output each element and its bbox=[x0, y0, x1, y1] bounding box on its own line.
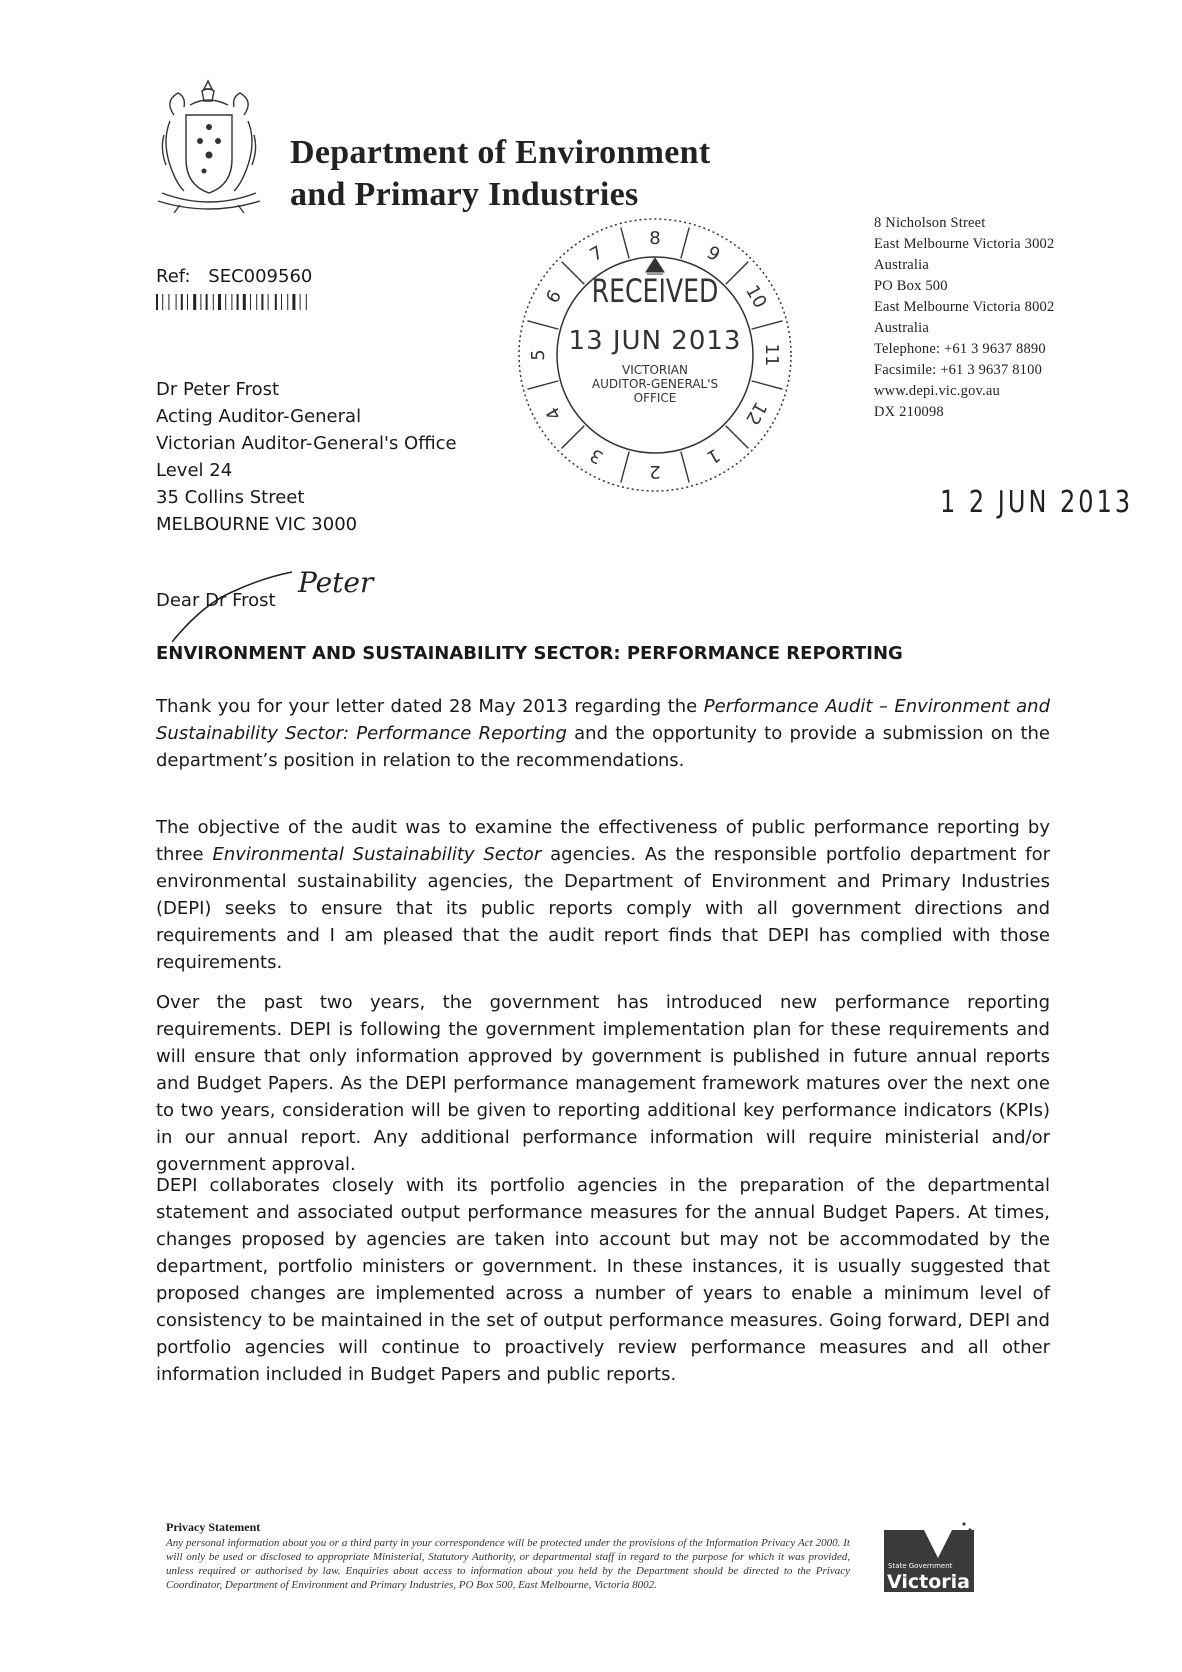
department-title-line1: Department of Environment bbox=[290, 134, 711, 171]
department-title-line2: and Primary Industries bbox=[290, 176, 639, 213]
coat-of-arms-icon bbox=[150, 75, 268, 215]
stamp-ring-number: 6 bbox=[542, 286, 567, 307]
stamp-ring-number: 3 bbox=[586, 443, 607, 468]
stamp-ring-number: 8 bbox=[649, 228, 661, 249]
audit-title: Performance Audit – Environment and Sustainability Sector: Performance Reporting bbox=[156, 696, 1051, 744]
stamp-tick bbox=[752, 381, 783, 389]
text-run: and the opportunity to provide a submission on the department’s position in relation to the recommendations. bbox=[156, 723, 1050, 771]
body-paragraph-3: Over the past two years, the government has introduced new performance reporting requirements. DEPI is following the government implementation plan for these requirements and will ensure that only information approved by government is published in future annual reports and Budget Papers. As the DEPI performance management framework matures over the next one to two years, consideration will be given to reporting additional key performance indicators (KPIs) in our annual report. Any additional performance information will require ministerial and/or government approval. bbox=[156, 992, 1050, 1175]
barcode-bar bbox=[187, 294, 188, 310]
stamp-ring-number: 9 bbox=[703, 242, 724, 267]
sector-name: Environmental Sustainability Sector bbox=[212, 844, 542, 865]
stamp-ring-number: 2 bbox=[649, 461, 661, 482]
barcode-bar bbox=[231, 294, 232, 310]
barcode-bar bbox=[287, 294, 288, 310]
reference bbox=[156, 266, 312, 287]
stamp-tick bbox=[527, 321, 558, 329]
barcode-bar bbox=[218, 294, 221, 310]
stamp-ring-number: 5 bbox=[528, 349, 549, 361]
recipient-line: Acting Auditor-General bbox=[156, 406, 362, 427]
stamp-tick bbox=[621, 452, 629, 483]
recipient-line: 35 Collins Street bbox=[156, 487, 305, 508]
address-line: Facsimile: +61 3 9637 8100 bbox=[874, 362, 1043, 378]
stamp-ring-number: 1 bbox=[703, 443, 724, 468]
recipient-line: MELBOURNE VIC 3000 bbox=[156, 514, 358, 535]
barcode-bar bbox=[200, 294, 201, 310]
privacy-title: Privacy Statement bbox=[166, 1520, 261, 1534]
stamp-org-line1: VICTORIAN bbox=[622, 363, 688, 377]
stamp-tick bbox=[621, 227, 629, 258]
text-run: Thank you for your letter dated 28 May 2013 regarding the bbox=[156, 696, 704, 717]
address-line: East Melbourne Victoria 8002 bbox=[874, 299, 1055, 315]
body-paragraph-1 bbox=[156, 693, 1050, 774]
barcode-bar bbox=[193, 294, 196, 310]
barcode-bar bbox=[261, 294, 263, 310]
barcode-icon bbox=[156, 294, 334, 310]
stamp-ring-number: 7 bbox=[586, 242, 607, 267]
stamp-tick bbox=[681, 452, 689, 483]
barcode-bar bbox=[168, 294, 169, 310]
privacy-text: Any personal information about you or a third party in your correspondence will be protected under the provisions of the Information Privacy Act 2000. It will only be used or disclosed to appropriate Ministerial, Statutory Authority, or departmental staff in regard to the purpose for which it was provided, unless required or authorised by law. Enquiries about access to information about you held by the Department should be directed to the Privacy Coordinator, Department of Environment and Primary Industries, PO Box 500, East Melbourne, Victoria 8002. bbox=[166, 1537, 850, 1591]
logo-name: Victoria bbox=[887, 1571, 970, 1593]
victoria-logo-icon bbox=[878, 1518, 982, 1596]
barcode-bar bbox=[243, 294, 246, 310]
address-line: East Melbourne Victoria 3002 bbox=[874, 236, 1055, 252]
stamp-heading: RECEIVED bbox=[591, 273, 719, 311]
address-line: Telephone: +61 3 9637 8890 bbox=[874, 341, 1046, 357]
address-line: 8 Nicholson Street bbox=[874, 215, 986, 231]
address-line: Australia bbox=[874, 257, 929, 273]
recipient-line: Dr Peter Frost bbox=[156, 379, 280, 400]
reference-label: Ref: bbox=[156, 266, 191, 287]
barcode-bar bbox=[292, 294, 295, 310]
barcode-bar bbox=[306, 294, 307, 310]
stamp-ring-number: 11 bbox=[761, 343, 782, 367]
stamp-tick bbox=[681, 227, 689, 258]
barcode-bar bbox=[176, 294, 177, 310]
barcode-bar bbox=[275, 294, 277, 310]
address-line: Australia bbox=[874, 320, 929, 336]
body-paragraph-4: DEPI collaborates closely with its portfolio agencies in the preparation of the departmental statement and associated output performance measures for the annual Budget Papers. At times, changes proposed by agencies are taken into account but may not be accommodated by the department, portfolio ministers or government. In these instances, it is usually suggested that proposed changes are implemented across a number of years to enable a minimum level of consistency to be maintained in the set of output performance measures. Going forward, DEPI and portfolio agencies will continue to proactively review performance measures and all other information included in Budget Papers and public reports. bbox=[156, 1175, 1050, 1385]
barcode-bar bbox=[162, 294, 163, 310]
stamp-org-line3: OFFICE bbox=[633, 391, 677, 405]
stamp-tick bbox=[527, 381, 558, 389]
barcode-bar bbox=[181, 294, 183, 310]
recipient-line: Victorian Auditor-General's Office bbox=[156, 433, 457, 454]
barcode-bar bbox=[225, 294, 226, 310]
letter-date: 1 2 JUN 2013 bbox=[940, 484, 1134, 520]
stamp-tick bbox=[562, 262, 585, 285]
subject-line: ENVIRONMENT AND SUSTAINABILITY SECTOR: PERFORMANCE REPORTING bbox=[156, 643, 903, 664]
handwritten-name: Peter bbox=[298, 566, 374, 599]
stamp-ring-number: 12 bbox=[741, 398, 771, 429]
barcode-bar bbox=[206, 294, 208, 310]
barcode-bar bbox=[300, 294, 301, 310]
text-run: agencies. As the responsible portfolio department for environmental sustainability agencies, the Department of Environment and Primary Industries (DEPI) seeks to ensure that its public reports comply with all government directions and requirements and I am pleased that the audit report finds that DEPI has complied with those requirements. bbox=[156, 844, 1050, 973]
sender-address bbox=[874, 213, 1054, 423]
recipient-line: Level 24 bbox=[156, 460, 233, 481]
handwritten-correction bbox=[172, 550, 412, 650]
stamp-org-line2: AUDITOR-GENERAL'S bbox=[591, 377, 719, 391]
barcode-bar bbox=[281, 294, 282, 310]
salutation: Dear Dr Frost bbox=[156, 590, 276, 611]
received-stamp bbox=[510, 210, 800, 500]
barcode-bar bbox=[237, 294, 239, 310]
stamp-date: 13 JUN 2013 bbox=[568, 326, 742, 356]
barcode-bar bbox=[156, 294, 158, 310]
stamp-tick bbox=[726, 262, 749, 285]
address-line: PO Box 500 bbox=[874, 278, 948, 294]
barcode-bar bbox=[250, 294, 251, 310]
barcode-bar bbox=[268, 294, 269, 310]
logo-small-text: State Government bbox=[888, 1562, 953, 1570]
stamp-ring-number: 10 bbox=[741, 281, 771, 312]
reference-number: SEC009560 bbox=[208, 266, 313, 287]
stamp-tick bbox=[726, 426, 749, 449]
body-paragraph-2 bbox=[156, 814, 1050, 976]
stamp-tick bbox=[752, 321, 783, 329]
stamp-tick bbox=[562, 426, 585, 449]
stamp-ring-number: 4 bbox=[542, 403, 567, 424]
stamp-symbol-icon bbox=[646, 258, 664, 274]
text-run: The objective of the audit was to examine the effectiveness of public performance reporting by three bbox=[156, 817, 1050, 865]
department-title bbox=[290, 132, 711, 216]
recipient-address bbox=[156, 376, 457, 538]
barcode-bar bbox=[213, 294, 214, 310]
barcode-bar bbox=[256, 294, 257, 310]
address-line: DX 210098 bbox=[874, 404, 944, 420]
address-line: www.depi.vic.gov.au bbox=[874, 383, 1000, 399]
